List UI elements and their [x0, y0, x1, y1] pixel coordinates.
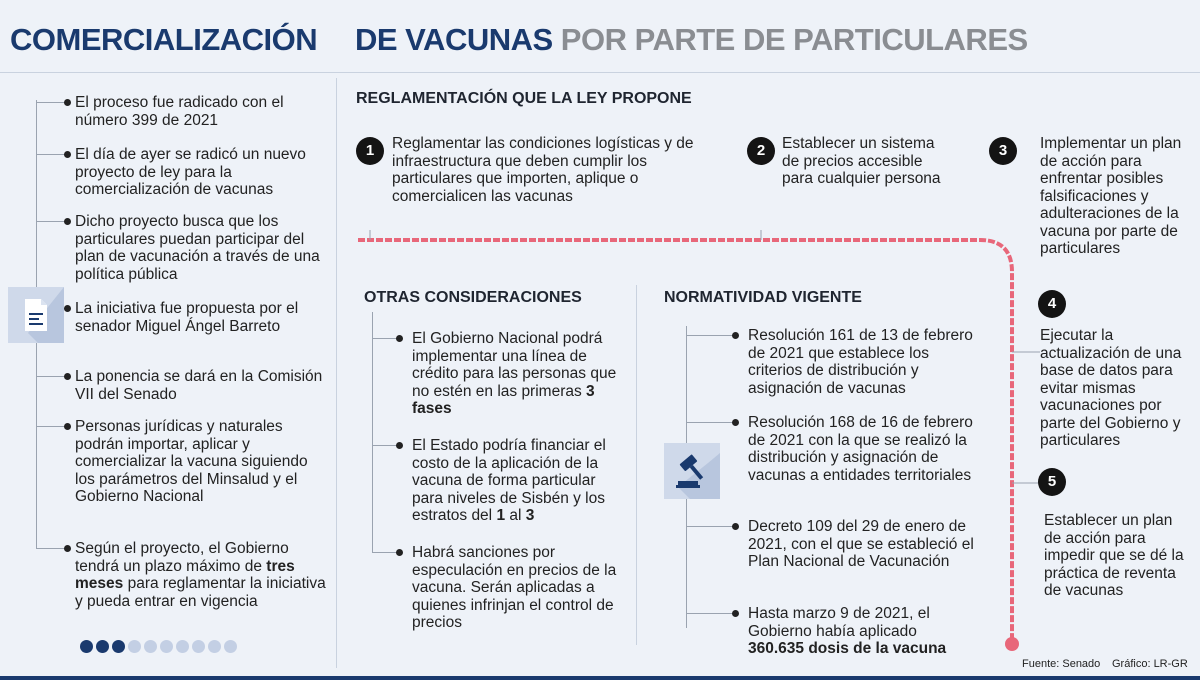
- list-item: Dicho proyecto busca que los particulares puedan participar del plan de vacunación a través de una política pública: [68, 213, 330, 283]
- pagination-dot: [224, 640, 237, 653]
- title-gray-part: POR PARTE DE PARTICULARES: [560, 22, 1028, 57]
- source-credit: Fuente: Senado: [1022, 658, 1101, 670]
- pagination-dot: [160, 640, 173, 653]
- list-item: El día de ayer se radicó un nuevo proyecto de ley para la comercialización de vacunas: [68, 146, 330, 199]
- title-dark-part: DE VACUNAS: [355, 22, 553, 57]
- pagination-dot: [112, 640, 125, 653]
- pagination-dot: [80, 640, 93, 653]
- document-icon: [8, 287, 64, 343]
- list-item: El Gobierno Nacional podrá implementar una línea de crédito para las personas que no estén en las primeras 3 fases: [400, 330, 620, 418]
- gavel-icon: [664, 443, 720, 499]
- step-number-4: 4: [1038, 290, 1066, 318]
- column-divider: [336, 78, 337, 668]
- pagination-dot: [176, 640, 189, 653]
- pagination-dot: [192, 640, 205, 653]
- step-text-4: Ejecutar la actualización de una base de datos para evitar mismas vacunaciones por parte del Gobierno y particulares: [1040, 327, 1182, 449]
- list-item: Habrá sanciones por especulación en precios de la vacuna. Serán aplicadas a quienes infrinjan el control de precios: [400, 544, 620, 632]
- pagination-dot: [144, 640, 157, 653]
- list-item: Resolución 161 de 13 de febrero de 2021 que establece los criterios de distribución y asignación de vacunas: [736, 327, 976, 397]
- step-number-3: 3: [989, 137, 1017, 165]
- section-heading-reglamentacion: REGLAMENTACIÓN QUE LA LEY PROPONE: [356, 90, 692, 107]
- step-text-1: Reglamentar las condiciones logísticas y de infraestructura que deben cumplir los particulares que importen, aplique o comercialicen las vacunas: [392, 135, 694, 205]
- pagination-dots: [80, 640, 240, 654]
- section-heading-otras: OTRAS CONSIDERACIONES: [364, 289, 582, 306]
- otras-tree-line: [372, 312, 373, 552]
- list-item: Personas jurídicas y naturales podrán importar, aplicar y comercializar la vacuna siguiendo los parámetros del Minsalud y el Gobierno Nacional: [68, 418, 330, 506]
- list-item: Hasta marzo 9 de 2021, el Gobierno había aplicado 360.635 dosis de la vacuna: [736, 605, 976, 658]
- step-number-5: 5: [1038, 468, 1066, 496]
- list-item: Resolución 168 de 16 de febrero de 2021 con la que se realizó la distribución y asignación de vacunas a entidades territoriales: [736, 414, 976, 484]
- pagination-dot: [208, 640, 221, 653]
- bottom-bar: [0, 676, 1200, 680]
- list-item: Decreto 109 del 29 de enero de 2021, con el que se estableció el Plan Nacional de Vacunación: [736, 518, 976, 571]
- list-item: La iniciativa fue propuesta por el senador Miguel Ángel Barreto: [68, 300, 330, 335]
- step-text-3: Implementar un plan de acción para enfrentar posibles falsificaciones y adulteraciones de la vacuna por parte de particulares: [1040, 135, 1182, 257]
- pagination-dot: [96, 640, 109, 653]
- step-number-1: 1: [356, 137, 384, 165]
- header-divider: [0, 72, 1200, 73]
- graphic-credit: Gráfico: LR-GR: [1112, 658, 1188, 670]
- step-text-5: Establecer un plan de acción para impedir que se dé la práctica de reventa de vacunas: [1044, 512, 1184, 599]
- page-title-right: [355, 22, 1028, 58]
- page-title-left: COMERCIALIZACIÓN: [10, 22, 318, 57]
- step-text-2: Establecer un sistema de precios accesible para cualquier persona: [782, 135, 941, 187]
- step-number-2: 2: [747, 137, 775, 165]
- list-item: El Estado podría financiar el costo de la aplicación de la vacuna de forma particular para niveles de Sisbén y los estratos del 1 al 3: [400, 437, 620, 525]
- section-heading-normatividad: NORMATIVIDAD VIGENTE: [664, 289, 862, 306]
- list-item: El proceso fue radicado con el número 399 de 2021: [68, 94, 330, 129]
- list-item: Según el proyecto, el Gobierno tendrá un plazo máximo de tres meses para reglamentar la iniciativa y pueda entrar en vigencia: [68, 540, 330, 610]
- list-item: La ponencia se dará en la Comisión VII del Senado: [68, 368, 330, 403]
- pagination-dot: [128, 640, 141, 653]
